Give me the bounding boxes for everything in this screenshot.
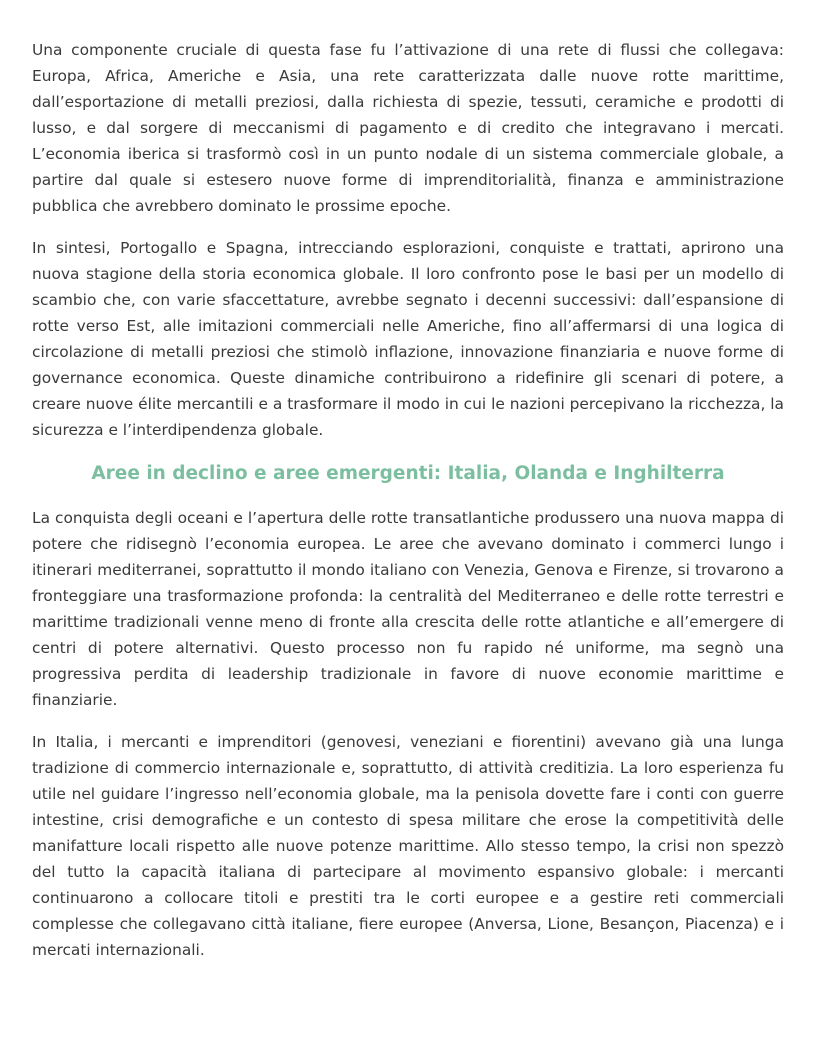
document-page xyxy=(32,37,784,979)
section-heading: Aree in declino e aree emergenti: Italia, Olanda e Inghilterra xyxy=(91,463,725,484)
paragraph-global-trade-network: Una componente cruciale di questa fase fu l’attivazione di una rete di flussi che collegava: Europa, Africa, Americhe e Asia, una rete caratterizzata dalle nuove rotte marittime, dall’esportazione di metalli preziosi, dalla richiesta di spezie, tessuti, ceramiche e prodotti di lusso, e dal sorgere di meccanismi di pagamento e di credito che integravano i mercati. L’economia iberica si trasformò così in un punto nodale di un sistema commerciale globale, a partire dal quale si estesero nuove forme di imprenditorialità, finanza e amministrazione pubblica che avrebbero dominato le prossime epoche. xyxy=(32,41,784,215)
paragraph-summary-portugal-spain: In sintesi, Portogallo e Spagna, intrecciando esplorazioni, conquiste e trattati, aprirono una nuova stagione della storia economica globale. Il loro confronto pose le basi per un modello di scambio che, con varie sfaccettature, avrebbe segnato i decenni successivi: dall’espansione di rotte verso Est, alle imitazioni commerciali nelle Americhe, fino all’affermarsi di una logica di circolazione di metalli preziosi che stimolò inflazione, innovazione finanziaria e nuove forme di governance economica. Queste dinamiche contribuirono a ridefinire gli scenari di potere, a creare nuove élite mercantili e a trasformare il modo in cui le nazioni percepivano la ricchezza, la sicurezza e l’interdipendenza globale. xyxy=(32,239,784,439)
paragraph-ocean-conquest: La conquista degli oceani e l’apertura delle rotte transatlantiche produssero una nuova mappa di potere che ridisegnò l’economia europea. Le aree che avevano dominato i commerci lungo i itinerari mediterranei, soprattutto il mondo italiano con Venezia, Genova e Firenze, si trovarono a fronteggiare una trasformazione profonda: la centralità del Mediterraneo e delle rotte terrestri e marittime tradizionali venne meno di fronte alla crescita delle rotte atlantiche e all’emergere di centri di potere alternativi. Questo processo non fu rapido né uniforme, ma segnò una progressiva perdita di leadership tradizionale in favore di nuove economie marittime e finanziarie. xyxy=(32,509,784,709)
paragraph-italy-merchants: In Italia, i mercanti e imprenditori (genovesi, veneziani e fiorentini) avevano già una lunga tradizione di commercio internazionale e, soprattutto, di attività creditizia. La loro esperienza fu utile nel guidare l’ingresso nell’economia globale, ma la penisola dovette fare i conti con guerre intestine, crisi demografiche e un contesto di spesa militare che erose la competitività delle manifatture locali rispetto alle nuove potenze marittime. Allo stesso tempo, la crisi non spezzò del tutto la capacità italiana di partecipare al movimento espansivo globale: i mercanti continuarono a collocare titoli e prestiti tra le corti europee e a gestire reti commerciali complesse che collegavano città italiane, fiere europee (Anversa, Lione, Besançon, Piacenza) e i mercati internazionali. xyxy=(32,733,784,959)
